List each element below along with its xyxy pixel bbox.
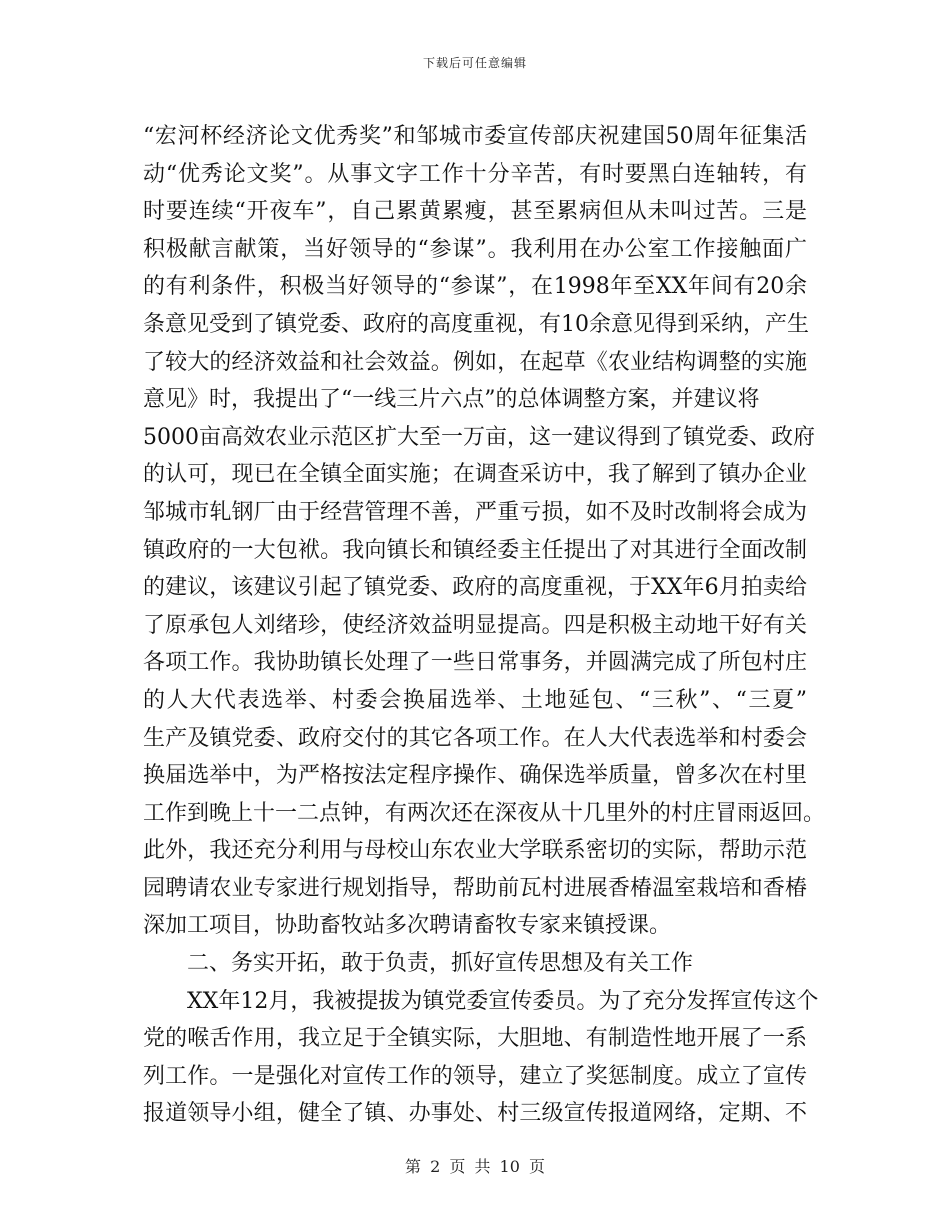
text-line: 的有利条件，积极当好领导的“参谋”，在1998年至XX年间有20余 [143,274,807,300]
text-line: 报道领导小组，健全了镇、办事处、村三级宣传报道网络，定期、不 [143,1101,807,1127]
text-line: 工作到晚上十一二点钟，有两次还在深夜从十几里外的村庄冒雨返回。 [143,800,826,826]
text-line: “宏河杯经济论文优秀奖”和邹城市委宣传部庆祝建国50周年征集活 [143,124,807,149]
section-heading: 二、务实开拓，敢于负责，抓好宣传思想及有关工作 [187,951,694,977]
text-line: 了较大的经济效益和社会效益。例如，在起草《农业结构调整的实施 [143,349,807,375]
text-line: 深加工项目，协助畜牧站多次聘请畜牧专家来镇授课。 [143,913,672,939]
text-line: 的建议，该建议引起了镇党委、政府的高度重视，于XX年6月拍卖给 [143,575,807,601]
text-line: 园聘请农业专家进行规划指导，帮助前瓦村进展香椿温室栽培和香椿 [143,875,807,901]
text-line: 此外，我还充分利用与母校山东农业大学联系密切的实际，帮助示范 [143,838,807,864]
text-line: 了原承包人刘绪珍，使经济效益明显提高。四是积极主动地干好有关 [143,612,807,638]
text-line: 各项工作。我协助镇长处理了一些日常事务，并圆满完成了所包村庄 [143,650,807,676]
text-line: XX年12月，我被提拔为镇党委宣传委员。为了充分发挥宣传这个 [187,988,819,1014]
text-line: 的人大代表选举、村委会换届选举、土地延包、“三秋”、“三夏” [143,687,807,713]
text-line: 5000亩高效农业示范区扩大至一万亩，这一建议得到了镇党委、政府 [143,424,815,450]
text-line: 换届选举中，为严格按法定程序操作、确保选举质量，曾多次在村里 [143,763,807,789]
text-line: 的认可，现已在全镇全面实施；在调查采访中，我了解到了镇办企业 [143,462,807,488]
page-header: 下载后可任意编辑 [422,56,527,70]
text-line: 党的喉舌作用，我立足于全镇实际，大胆地、有制造性地开展了一系 [143,1026,807,1052]
document-body [143,118,826,1133]
text-line: 时要连续“开夜车”，自己累黄累瘦，甚至累病但从未叫过苦。三是 [143,199,807,225]
text-line: 条意见受到了镇党委、政府的高度重视，有10余意见得到采纳，产生 [143,311,809,337]
text-line: 积极献言献策，当好领导的“参谋”。我利用在办公室工作接触面广 [143,236,807,262]
text-line: 意见》时，我提出了“一线三片六点”的总体调整方案，并建议将 [143,387,760,413]
page-footer: 第 2 页 共 10 页 [405,1157,545,1176]
text-line: 邹城市轧钢厂由于经营管理不善，严重亏损，如不及时改制将会成为 [143,499,807,525]
text-line: 生产及镇党委、政府交付的其它各项工作。在人大代表选举和村委会 [143,725,807,751]
text-line: 镇政府的一大包袱。我向镇长和镇经委主任提出了对其进行全面改制 [143,537,807,563]
text-line: 列工作。一是强化对宣传工作的领导，建立了奖惩制度。成立了宣传 [143,1063,807,1089]
text-line: 动“优秀论文奖”。从事文字工作十分辛苦，有时要黑白连轴转，有 [143,161,807,187]
